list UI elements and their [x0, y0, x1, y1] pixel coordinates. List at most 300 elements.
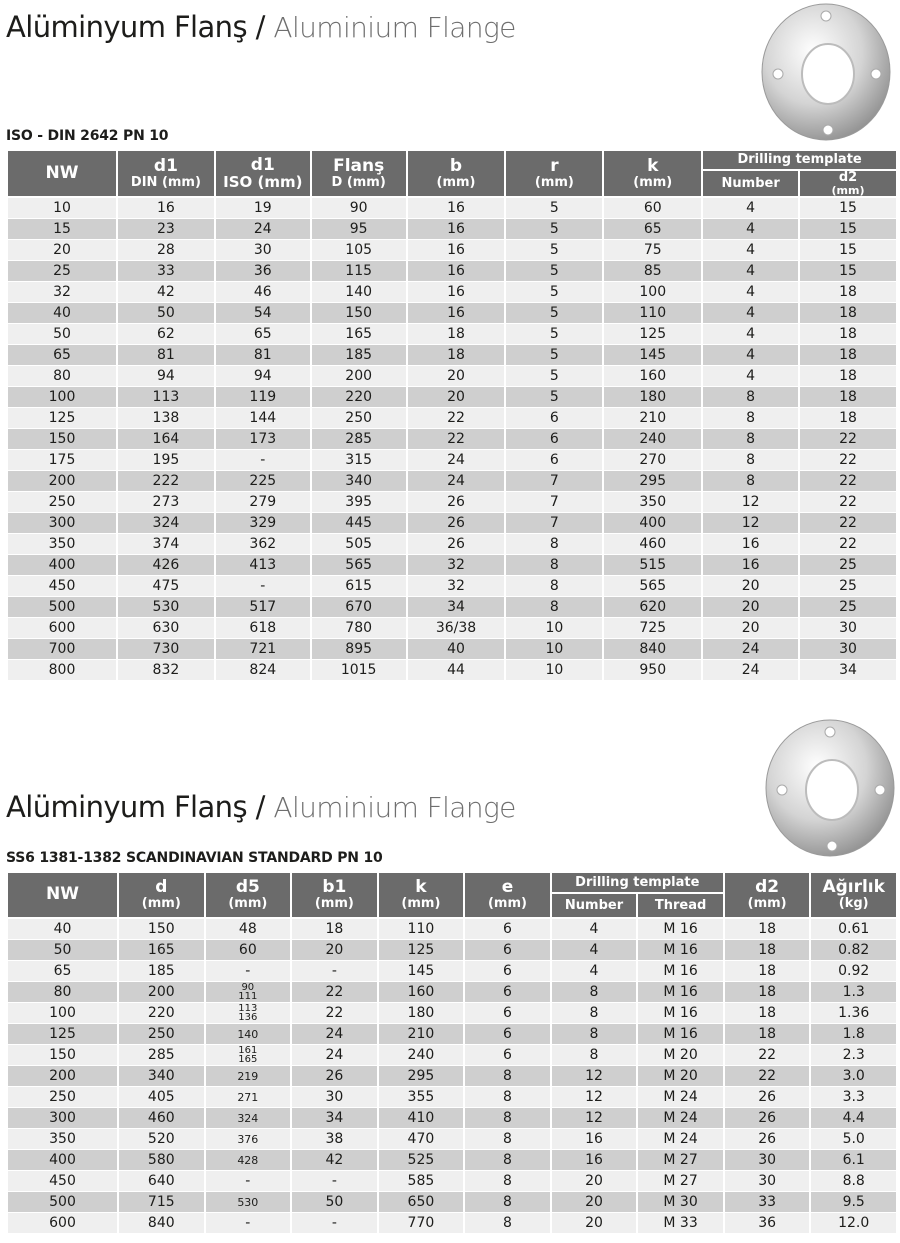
table-cell: 565 — [604, 576, 701, 597]
table-cell: 80 — [8, 366, 116, 387]
table-row — [8, 534, 896, 555]
table-cell: 8 — [552, 1024, 637, 1045]
table-cell: 12 — [552, 1087, 637, 1108]
table-cell: 24 — [292, 1045, 377, 1066]
header-d: d (mm) — [119, 873, 204, 919]
table-cell: 8.8 — [811, 1171, 896, 1192]
table-cell: 36 — [725, 1213, 810, 1234]
table-cell: 450 — [8, 1171, 117, 1192]
table-cell: - — [292, 1213, 377, 1234]
table-cell: 9.5 — [811, 1192, 896, 1213]
table-cell: 585 — [379, 1171, 464, 1192]
header-number: Number — [552, 894, 637, 919]
table-cell: 700 — [8, 639, 116, 660]
table-cell: 6 — [465, 1045, 550, 1066]
table-cell: 240 — [604, 429, 701, 450]
table-cell: 6.1 — [811, 1150, 896, 1171]
table-cell: 525 — [379, 1150, 464, 1171]
stacked-value: 90 — [241, 982, 255, 993]
table-cell: 100 — [8, 1003, 117, 1024]
table-cell: 460 — [119, 1108, 204, 1129]
table-cell: 445 — [312, 513, 406, 534]
table-row — [8, 982, 896, 1003]
table-cell: 26 — [292, 1066, 377, 1087]
table-row — [8, 919, 896, 940]
table-cell: 413 — [216, 555, 310, 576]
table-cell: M 30 — [638, 1192, 723, 1213]
table-cell: 18 — [800, 282, 896, 303]
table-cell: 138 — [118, 408, 214, 429]
section2-standard: SS6 1381-1382 SCANDINAVIAN STANDARD PN 10 — [6, 850, 383, 866]
table-cell: 460 — [604, 534, 701, 555]
table-cell: 65 — [604, 219, 701, 240]
table-cell: 340 — [312, 471, 406, 492]
table-cell: 26 — [408, 492, 505, 513]
table-cell: 20 — [703, 618, 798, 639]
table-cell: 160 — [604, 366, 701, 387]
table-cell: 329 — [216, 513, 310, 534]
table-cell: M 16 — [638, 1024, 723, 1045]
table-cell: 16 — [408, 261, 505, 282]
table-cell: 18 — [725, 961, 810, 982]
table-cell: 81 — [216, 345, 310, 366]
table-cell: 250 — [119, 1024, 204, 1045]
table-cell: 8 — [506, 555, 602, 576]
header-d2: d2 (mm) — [800, 171, 896, 198]
table-cell: 42 — [118, 282, 214, 303]
flange-image-icon — [752, 716, 898, 862]
table-cell: 4 — [703, 198, 798, 219]
table-cell: 33 — [725, 1192, 810, 1213]
table-row — [8, 1024, 896, 1045]
table-cell: 22 — [800, 513, 896, 534]
header-k: k (mm) — [379, 873, 464, 919]
table-cell: 115 — [312, 261, 406, 282]
table-cell: 20 — [552, 1192, 637, 1213]
table-row — [8, 1192, 896, 1213]
table-cell: 4 — [552, 940, 637, 961]
table-cell: 15 — [800, 219, 896, 240]
table-row — [8, 303, 896, 324]
table-cell: 165 — [312, 324, 406, 345]
table-cell: 0.61 — [811, 919, 896, 940]
stacked-value: 161 — [238, 1045, 258, 1056]
table-cell: 22 — [800, 534, 896, 555]
table-cell: M 24 — [638, 1108, 723, 1129]
table-cell: 25 — [800, 555, 896, 576]
title-english: Aluminium Flange — [273, 11, 516, 44]
table-cell: 4 — [703, 261, 798, 282]
table-cell: 225 — [216, 471, 310, 492]
table-cell: 6 — [465, 982, 550, 1003]
table-cell: 8 — [465, 1192, 550, 1213]
table-cell: 7 — [506, 471, 602, 492]
header-b1: b1 (mm) — [292, 873, 377, 919]
table-cell: 324 — [118, 513, 214, 534]
table-cell: 300 — [8, 513, 116, 534]
table-cell: 715 — [119, 1192, 204, 1213]
table-cell: M 16 — [638, 919, 723, 940]
table-cell: 6 — [506, 450, 602, 471]
table-cell: M 27 — [638, 1150, 723, 1171]
table-cell: 5 — [506, 282, 602, 303]
table-cell: 110 — [379, 919, 464, 940]
table-cell: 3.0 — [811, 1066, 896, 1087]
table-row — [8, 555, 896, 576]
table-cell: M 16 — [638, 1003, 723, 1024]
table-cell: 895 — [312, 639, 406, 660]
table-cell: 22 — [800, 429, 896, 450]
table-cell: 33 — [118, 261, 214, 282]
table-cell: M 20 — [638, 1045, 723, 1066]
table-cell: 65 — [8, 345, 116, 366]
table-cell: 600 — [8, 618, 116, 639]
table-cell: 725 — [604, 618, 701, 639]
header-d1-iso: d1 ISO (mm) — [216, 151, 310, 198]
table-cell: 4 — [703, 282, 798, 303]
table-cell: 20 — [8, 240, 116, 261]
table-cell: 22 — [292, 982, 377, 1003]
table-cell: 505 — [312, 534, 406, 555]
table-cell: 18 — [725, 919, 810, 940]
header-e: e (mm) — [465, 873, 550, 919]
table-cell: 36 — [216, 261, 310, 282]
table-cell: 30 — [725, 1171, 810, 1192]
table-cell: 15 — [800, 240, 896, 261]
table-cell: 5 — [506, 240, 602, 261]
table-cell: 400 — [604, 513, 701, 534]
table-row — [8, 1045, 896, 1066]
table-cell: 10 — [506, 639, 602, 660]
table-cell: 165 — [119, 940, 204, 961]
table-cell: 18 — [292, 919, 377, 940]
table-cell: 16 — [408, 219, 505, 240]
table-cell: 1015 — [312, 660, 406, 681]
table-cell: 400 — [8, 1150, 117, 1171]
table-cell: 362 — [216, 534, 310, 555]
table-cell: 350 — [8, 534, 116, 555]
table-cell: 150 — [312, 303, 406, 324]
table-row — [8, 492, 896, 513]
table-cell: 22 — [292, 1003, 377, 1024]
table-cell: 113 — [118, 387, 214, 408]
table-row — [8, 450, 896, 471]
table-cell: 315 — [312, 450, 406, 471]
table-cell: 8 — [552, 1003, 637, 1024]
table-cell: 200 — [312, 366, 406, 387]
table-cell: 20 — [408, 366, 505, 387]
table-row — [8, 219, 896, 240]
table-cell: 5 — [506, 219, 602, 240]
table-cell: 6 — [465, 961, 550, 982]
table-cell: M 24 — [638, 1129, 723, 1150]
table-cell: M 27 — [638, 1171, 723, 1192]
table-cell: 90 — [312, 198, 406, 219]
table-cell: 475 — [118, 576, 214, 597]
table-cell: 824 — [216, 660, 310, 681]
table-row — [8, 240, 896, 261]
table-cell: 50 — [118, 303, 214, 324]
section2-title — [6, 790, 516, 824]
table-cell: 80 — [8, 982, 117, 1003]
table-cell: 8 — [703, 387, 798, 408]
table-cell: 105 — [312, 240, 406, 261]
table-cell: 4 — [703, 324, 798, 345]
table-cell: 8 — [703, 471, 798, 492]
table-cell: 24 — [408, 450, 505, 471]
table-cell: M 33 — [638, 1213, 723, 1234]
table-cell: 400 — [8, 555, 116, 576]
flange-image-icon — [748, 2, 894, 148]
table-cell: 34 — [800, 660, 896, 681]
table-cell: 18 — [725, 982, 810, 1003]
table-cell: 119 — [216, 387, 310, 408]
table-row — [8, 1108, 896, 1129]
table-row — [8, 1087, 896, 1108]
header-nw: NW — [8, 873, 117, 919]
table-row — [8, 408, 896, 429]
table-cell: 222 — [118, 471, 214, 492]
table-cell: M 16 — [638, 940, 723, 961]
table-cell: 28 — [118, 240, 214, 261]
table-cell: 210 — [379, 1024, 464, 1045]
table-cell: 615 — [312, 576, 406, 597]
table-cell: 22 — [800, 471, 896, 492]
table-cell: 26 — [408, 513, 505, 534]
table-cell: 530 — [118, 597, 214, 618]
table-cell: 273 — [118, 492, 214, 513]
table-cell: 94 — [216, 366, 310, 387]
table-cell: 840 — [119, 1213, 204, 1234]
table-cell: 6 — [506, 429, 602, 450]
table-cell: 42 — [292, 1150, 377, 1171]
table-cell: 5.0 — [811, 1129, 896, 1150]
table-cell: 8 — [552, 1045, 637, 1066]
table-cell: 50 — [8, 324, 116, 345]
table-cell: 12 — [552, 1108, 637, 1129]
table-cell: 355 — [379, 1087, 464, 1108]
table-cell: 8 — [465, 1171, 550, 1192]
table-cell: 340 — [119, 1066, 204, 1087]
table-row — [8, 366, 896, 387]
table-cell: 30 — [292, 1087, 377, 1108]
table-cell: 16 — [408, 303, 505, 324]
table-cell: 50 — [8, 940, 117, 961]
table-cell: 5 — [506, 324, 602, 345]
table-cell: 210 — [604, 408, 701, 429]
table-cell: 670 — [312, 597, 406, 618]
table-cell: 16 — [118, 198, 214, 219]
table-cell: 54 — [216, 303, 310, 324]
table-cell: 15 — [8, 219, 116, 240]
table-cell: 10 — [506, 618, 602, 639]
table-cell: 75 — [604, 240, 701, 261]
table-row — [8, 387, 896, 408]
table-cell: 32 — [8, 282, 116, 303]
table-cell: 324 — [206, 1108, 291, 1129]
table-row — [8, 660, 896, 681]
table-cell: 180 — [379, 1003, 464, 1024]
table-cell: 5 — [506, 198, 602, 219]
table-cell: 219 — [206, 1066, 291, 1087]
table-cell: 145 — [604, 345, 701, 366]
table-row — [8, 1003, 896, 1024]
table-cell: 173 — [216, 429, 310, 450]
table-cell: 44 — [408, 660, 505, 681]
table-cell: 565 — [312, 555, 406, 576]
table-cell: 85 — [604, 261, 701, 282]
table-cell: 18 — [800, 345, 896, 366]
table-cell: 270 — [604, 450, 701, 471]
table-cell: 730 — [118, 639, 214, 660]
table-cell: 16 — [703, 555, 798, 576]
table-cell: 125 — [8, 1024, 117, 1045]
table-cell: 18 — [800, 303, 896, 324]
table-cell: M 24 — [638, 1087, 723, 1108]
header-b: b (mm) — [408, 151, 505, 198]
table-cell: 94 — [118, 366, 214, 387]
table-cell: 580 — [119, 1150, 204, 1171]
table-cell: 1.36 — [811, 1003, 896, 1024]
table-cell: 23 — [118, 219, 214, 240]
table-cell: - — [206, 961, 291, 982]
table-cell: 18 — [800, 387, 896, 408]
table-row — [8, 1129, 896, 1150]
table-cell: 8 — [506, 576, 602, 597]
table-cell: 640 — [119, 1171, 204, 1192]
section1-standard: ISO - DIN 2642 PN 10 — [6, 128, 169, 144]
table-cell: 279 — [216, 492, 310, 513]
table-cell: 22 — [800, 450, 896, 471]
table-row — [8, 597, 896, 618]
table-cell: 12 — [703, 513, 798, 534]
table-cell: 8 — [703, 408, 798, 429]
table-cell: 200 — [119, 982, 204, 1003]
table-cell: 32 — [408, 576, 505, 597]
table-cell: - — [206, 1171, 291, 1192]
table-row — [8, 961, 896, 982]
table-cell: 450 — [8, 576, 116, 597]
table-cell: 15 — [800, 198, 896, 219]
table-cell: 160 — [379, 982, 464, 1003]
table-row — [8, 324, 896, 345]
table-cell: 4 — [552, 919, 637, 940]
table-cell — [206, 1045, 291, 1066]
table-cell: 620 — [604, 597, 701, 618]
table-cell: 32 — [408, 555, 505, 576]
table-cell: 18 — [800, 324, 896, 345]
table-row — [8, 1171, 896, 1192]
table-cell: 520 — [119, 1129, 204, 1150]
table-row — [8, 429, 896, 450]
table-cell: 295 — [379, 1066, 464, 1087]
header-d5: d5 (mm) — [206, 873, 291, 919]
table-cell: 20 — [703, 597, 798, 618]
table-cell: 16 — [552, 1129, 637, 1150]
table-cell: 515 — [604, 555, 701, 576]
table-cell: 125 — [8, 408, 116, 429]
stacked-value: 136 — [238, 1012, 258, 1023]
table-cell: 395 — [312, 492, 406, 513]
table-cell: 220 — [119, 1003, 204, 1024]
table-cell: 20 — [552, 1213, 637, 1234]
table-row — [8, 471, 896, 492]
table-cell: 18 — [408, 324, 505, 345]
table-cell: 618 — [216, 618, 310, 639]
table-cell: 721 — [216, 639, 310, 660]
table-cell: 60 — [604, 198, 701, 219]
table-cell: 22 — [725, 1066, 810, 1087]
header-d2: d2 (mm) — [725, 873, 810, 919]
table-cell: 840 — [604, 639, 701, 660]
table-cell: 5 — [506, 387, 602, 408]
table-cell: 18 — [725, 1024, 810, 1045]
title-separator: / — [246, 10, 274, 44]
table-cell: 8 — [465, 1087, 550, 1108]
table-cell: 26 — [408, 534, 505, 555]
table-cell: 65 — [8, 961, 117, 982]
stacked-value: 165 — [238, 1054, 258, 1065]
table-row — [8, 1213, 896, 1234]
table-cell: - — [206, 1213, 291, 1234]
table-cell: 8 — [506, 597, 602, 618]
table-cell: 20 — [703, 576, 798, 597]
table-cell: 185 — [312, 345, 406, 366]
table-cell: 46 — [216, 282, 310, 303]
header-agirlik: Ağırlık (kg) — [811, 873, 896, 919]
table-cell: 24 — [703, 639, 798, 660]
table-cell: 8 — [703, 450, 798, 471]
table-cell: 38 — [292, 1129, 377, 1150]
table-cell: 250 — [312, 408, 406, 429]
table-cell: 18 — [725, 940, 810, 961]
table-cell: 15 — [800, 261, 896, 282]
header-drilling-template: Drilling template — [552, 873, 723, 894]
table-cell: 8 — [506, 534, 602, 555]
header-k: k (mm) — [604, 151, 701, 198]
table-cell: 4.4 — [811, 1108, 896, 1129]
stacked-value: 111 — [238, 991, 258, 1002]
table-cell: 4 — [703, 366, 798, 387]
table-row — [8, 639, 896, 660]
table-cell: 770 — [379, 1213, 464, 1234]
table-cell: 10 — [506, 660, 602, 681]
table-cell: 650 — [379, 1192, 464, 1213]
table-cell: 62 — [118, 324, 214, 345]
table-cell: 30 — [725, 1150, 810, 1171]
table-cell: 950 — [604, 660, 701, 681]
table-cell: 428 — [206, 1150, 291, 1171]
table-cell: 271 — [206, 1087, 291, 1108]
stacked-value: 113 — [238, 1003, 258, 1014]
table-cell: 50 — [292, 1192, 377, 1213]
table-row — [8, 198, 896, 219]
title-turkish: Alüminyum Flanş — [6, 790, 247, 824]
table-cell: 20 — [292, 940, 377, 961]
table-cell: 0.92 — [811, 961, 896, 982]
table-cell: 5 — [506, 345, 602, 366]
title-turkish: Alüminyum Flanş — [6, 10, 247, 44]
table-cell: 300 — [8, 1108, 117, 1129]
section2-table — [6, 873, 898, 1234]
table-cell: M 16 — [638, 961, 723, 982]
table-cell: 500 — [8, 1192, 117, 1213]
table-cell: 18 — [800, 366, 896, 387]
header-r: r (mm) — [506, 151, 602, 198]
table-cell: 110 — [604, 303, 701, 324]
table-row — [8, 1150, 896, 1171]
table-cell: 200 — [8, 1066, 117, 1087]
